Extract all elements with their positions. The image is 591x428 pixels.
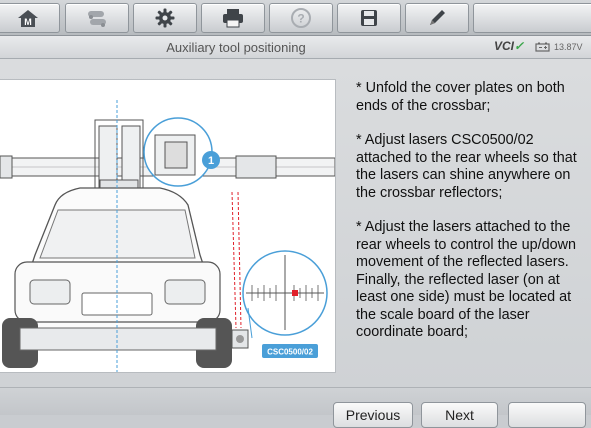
save-button[interactable] — [337, 3, 401, 33]
main-content — [0, 59, 591, 387]
pen-icon — [426, 7, 448, 29]
battery-icon — [535, 42, 551, 52]
instruction-step: * Unfold the cover plates on both ends of the crossbar; — [356, 80, 565, 114]
gear-icon — [154, 7, 176, 29]
instruction-text — [356, 80, 581, 365]
help-icon — [290, 7, 312, 29]
svg-text:?: ? — [297, 11, 305, 26]
instruction-figure — [0, 79, 336, 373]
vehicle-swap-button[interactable] — [65, 3, 129, 33]
callout-number: 1 — [207, 155, 215, 167]
help-button[interactable] — [269, 3, 333, 33]
previous-button[interactable]: Previous — [333, 402, 413, 428]
bottom-bar — [0, 387, 591, 423]
next-button[interactable]: Next — [421, 402, 498, 428]
vci-connected-icon: ✓ — [514, 39, 525, 53]
part-label: CSC0500/02 — [267, 347, 313, 357]
printer-icon — [221, 8, 245, 28]
print-button[interactable] — [201, 3, 265, 33]
car-rear-alignment-diagram — [0, 80, 335, 372]
screen-header — [0, 36, 591, 59]
home-button[interactable] — [0, 3, 60, 33]
edit-button[interactable] — [405, 3, 469, 33]
top-toolbar — [0, 0, 591, 36]
settings-button[interactable] — [133, 3, 197, 33]
battery-voltage: 13.87V — [554, 42, 583, 52]
vci-label: VCI — [494, 39, 515, 53]
vci-status — [494, 39, 524, 53]
toolbar-spare-button[interactable] — [473, 3, 591, 33]
page-title: Auxiliary tool positioning — [166, 40, 306, 55]
home-icon — [16, 8, 40, 28]
save-icon — [359, 8, 379, 28]
instruction-step: * Adjust lasers CSC0500/02 attached to the rear wheels so that the lasers can shine anywhere on the crossbar reflectors; — [356, 132, 577, 201]
vehicle-swap-icon — [84, 8, 110, 28]
footer-action-button[interactable] — [508, 402, 586, 428]
home-letter: M — [24, 17, 32, 27]
instruction-step: * Adjust the lasers attached to the rear wheels to control the up/down movement of the reflected lasers. Finally, the reflected laser (on at least one side) must be located at the scale board of the laser coordinate board; — [356, 219, 576, 340]
